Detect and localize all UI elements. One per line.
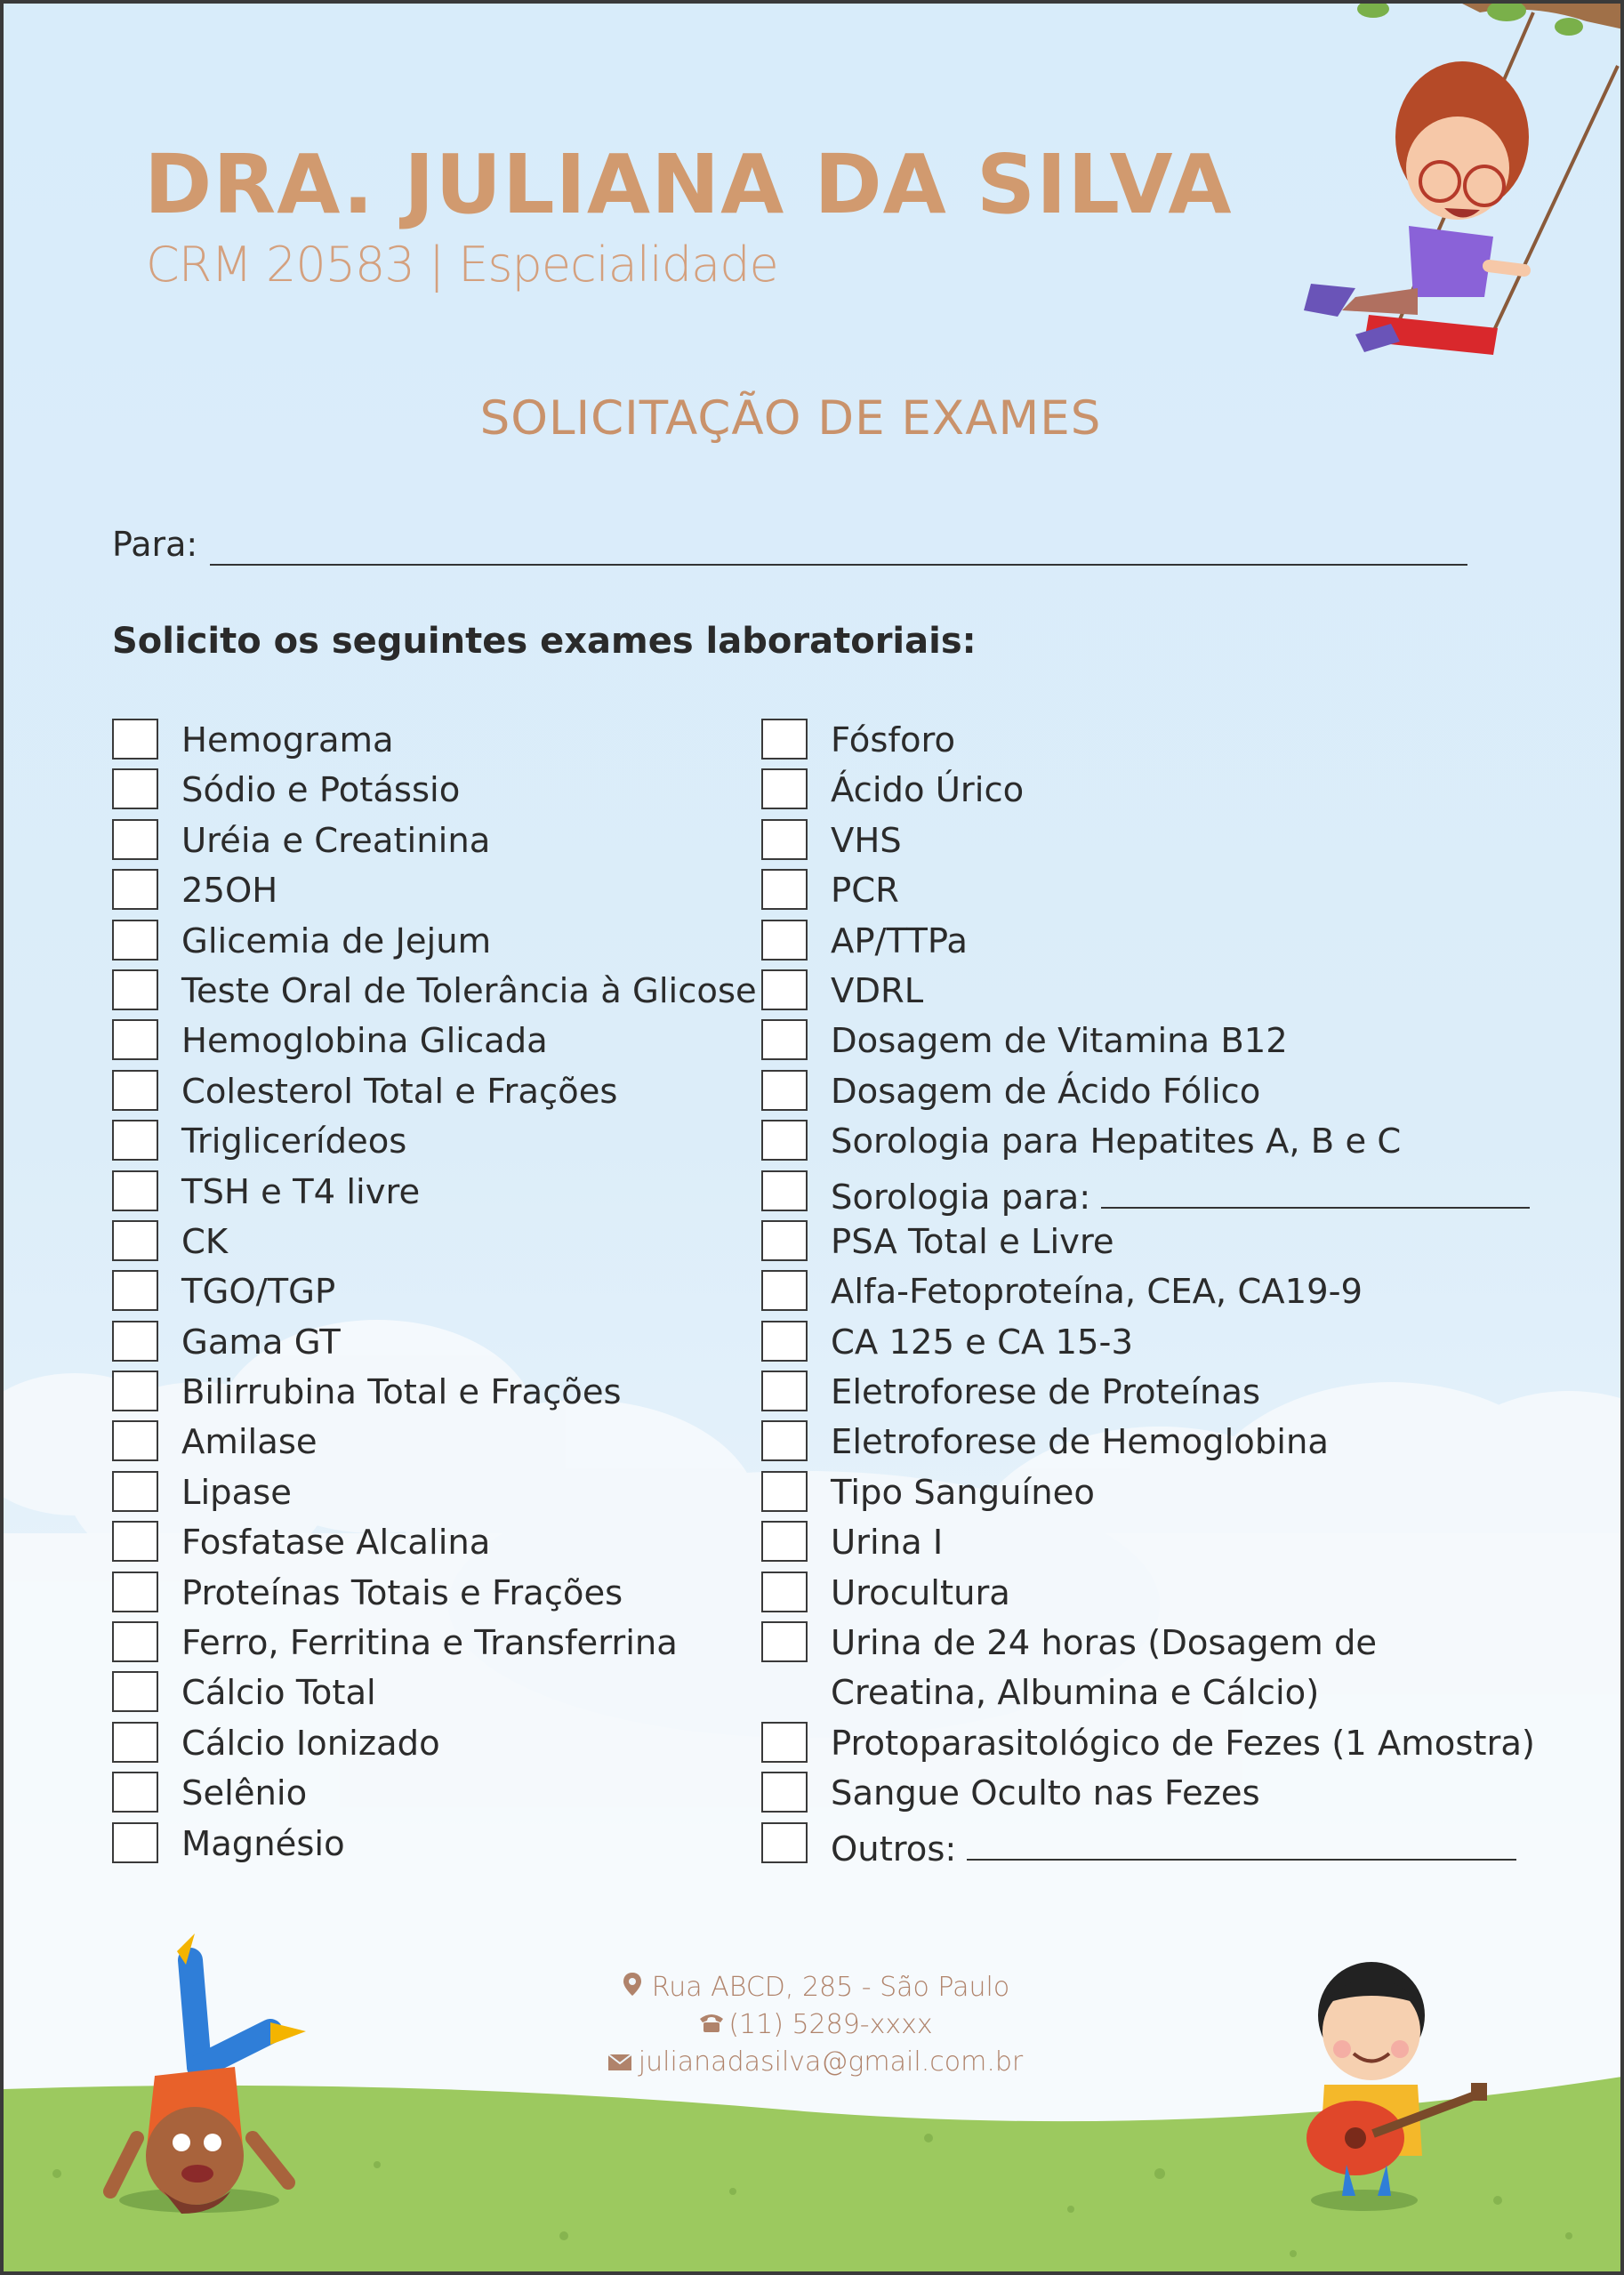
exam-label: VDRL: [831, 970, 924, 1011]
exam-checkbox[interactable]: [761, 1572, 808, 1612]
exam-checkbox[interactable]: [112, 1621, 158, 1662]
exam-label: Sangue Oculto nas Fezes: [831, 1773, 1260, 1814]
exam-label: Ferro, Ferritina e Transferrina: [181, 1623, 678, 1664]
exam-checkbox[interactable]: [112, 1270, 158, 1311]
exam-checkbox[interactable]: [112, 869, 158, 910]
exam-checkbox[interactable]: [761, 1471, 808, 1512]
exam-label: Ácido Úrico: [831, 770, 1025, 811]
phone-icon: [698, 2006, 720, 2044]
exam-label: Bilirrubina Total e Frações: [181, 1372, 622, 1413]
exam-checkbox[interactable]: [761, 1420, 808, 1461]
exam-checkbox[interactable]: [761, 768, 808, 809]
exam-label-row: [831, 1168, 1530, 1223]
email-line: [4, 2044, 1624, 2081]
exam-label: Protoparasitológico de Fezes (1 Amostra): [831, 1723, 1535, 1764]
exam-checkbox[interactable]: [112, 969, 158, 1010]
exam-checkbox[interactable]: [112, 1722, 158, 1763]
exam-checkbox[interactable]: [761, 1772, 808, 1813]
exam-label: Triglicerídeos: [181, 1121, 407, 1162]
exam-label: Alfa-Fetoproteína, CEA, CA19-9: [831, 1272, 1363, 1313]
address-line: [4, 1969, 1624, 2006]
exam-label: TSH e T4 livre: [181, 1171, 421, 1212]
exam-checkbox[interactable]: [112, 768, 158, 809]
exam-label: Urina de 24 horas (Dosagem de Creatina, Albumina e Cálcio): [831, 1623, 1378, 1714]
exam-checkbox[interactable]: [761, 869, 808, 910]
exam-checkbox[interactable]: [112, 719, 158, 760]
exam-label: Eletroforese de Hemoglobina: [831, 1422, 1329, 1463]
exam-label: Fosfatase Alcalina: [181, 1523, 491, 1564]
tree-branch: [1357, 4, 1624, 36]
exam-checkbox[interactable]: [761, 1722, 808, 1763]
exam-label: Sódio e Potássio: [181, 770, 461, 811]
exam-label-row: [831, 1820, 1516, 1875]
exam-label: VHS: [831, 820, 902, 861]
exam-label: Proteínas Totais e Frações: [181, 1572, 623, 1613]
exam-label: Cálcio Ionizado: [181, 1723, 440, 1764]
exam-label: Urina I: [831, 1523, 944, 1564]
exam-checkbox[interactable]: [761, 1170, 808, 1211]
exam-checkbox[interactable]: [761, 1521, 808, 1562]
exam-checkbox[interactable]: [761, 1120, 808, 1161]
exam-checkbox[interactable]: [112, 1070, 158, 1111]
exam-checkbox[interactable]: [112, 1521, 158, 1562]
exam-checkbox[interactable]: [761, 1321, 808, 1362]
exam-checkbox[interactable]: [112, 1321, 158, 1362]
exam-label: Teste Oral de Tolerância à Glicose: [181, 970, 757, 1011]
doctor-subtitle: CRM 20583 | Especialidade: [146, 237, 778, 293]
exam-label: Gama GT: [181, 1322, 341, 1363]
exam-label: Sorologia para:: [831, 1177, 1091, 1218]
exam-checkbox[interactable]: [112, 1019, 158, 1060]
exam-label: Dosagem de Vitamina B12: [831, 1021, 1288, 1062]
email-icon: [608, 2044, 630, 2081]
exam-label: Dosagem de Ácido Fólico: [831, 1071, 1261, 1112]
exam-checkbox[interactable]: [761, 969, 808, 1010]
exam-checkbox[interactable]: [761, 1220, 808, 1261]
exam-checkbox[interactable]: [112, 1471, 158, 1512]
exam-checkbox[interactable]: [112, 1772, 158, 1813]
para-input-line[interactable]: [210, 564, 1467, 566]
doctor-name: DRA. JULIANA DA SILVA: [144, 137, 1233, 232]
exam-label: AP/TTPa: [831, 920, 968, 961]
exam-label: Hemoglobina Glicada: [181, 1021, 548, 1062]
exam-label: 25OH: [181, 871, 278, 912]
exam-checkbox[interactable]: [112, 1371, 158, 1411]
exam-checkbox[interactable]: [761, 719, 808, 760]
exam-label: TGO/TGP: [181, 1272, 336, 1313]
exam-label: Glicemia de Jejum: [181, 920, 492, 961]
exam-label: Sorologia para Hepatites A, B e C: [831, 1121, 1402, 1162]
exam-label: Tipo Sanguíneo: [831, 1472, 1095, 1513]
exam-checkbox[interactable]: [761, 920, 808, 961]
para-label: Para:: [112, 525, 198, 564]
exam-label: Hemograma: [181, 720, 394, 760]
exam-label: Selênio: [181, 1773, 308, 1814]
document-title: SOLICITAÇÃO DE EXAMES: [479, 391, 1102, 446]
exam-checkbox[interactable]: [761, 1822, 808, 1863]
exam-checkbox[interactable]: [761, 819, 808, 860]
exam-label: Urocultura: [831, 1572, 1010, 1613]
exam-checkbox[interactable]: [112, 1120, 158, 1161]
exam-label: Amilase: [181, 1422, 318, 1463]
exam-checkbox[interactable]: [112, 1220, 158, 1261]
exam-label: Uréia e Creatinina: [181, 820, 491, 861]
exam-checkbox[interactable]: [112, 1822, 158, 1863]
outros-blank-line[interactable]: [967, 1820, 1516, 1861]
exam-label: Lipase: [181, 1472, 292, 1513]
exam-label: Colesterol Total e Frações: [181, 1071, 618, 1112]
girl-on-swing-illustration: [1304, 12, 1618, 355]
contact-footer: [4, 1969, 1624, 2081]
exam-label: CA 125 e CA 15-3: [831, 1322, 1133, 1363]
email-text[interactable]: julianadasilva@gmail.com.br: [638, 2046, 1024, 2078]
phone-text: (11) 5289-xxxx: [728, 2009, 933, 2040]
exam-label: PSA Total e Livre: [831, 1221, 1114, 1262]
intro-text: Solicito os seguintes exames laboratoriais:: [112, 621, 977, 662]
sorologia-blank-line[interactable]: [1101, 1168, 1530, 1209]
location-pin-icon: [622, 1969, 643, 2006]
exam-checkbox[interactable]: [761, 1270, 808, 1311]
exam-label: Outros:: [831, 1829, 957, 1869]
exam-checkbox[interactable]: [112, 1170, 158, 1211]
exam-label: CK: [181, 1221, 229, 1262]
exam-checkbox[interactable]: [112, 1420, 158, 1461]
phone-line: [4, 2006, 1624, 2044]
exam-checkbox[interactable]: [112, 819, 158, 860]
exam-checkbox[interactable]: [112, 1671, 158, 1712]
exam-label: Cálcio Total: [181, 1673, 376, 1714]
address-text: Rua ABCD, 285 - São Paulo: [651, 1972, 1010, 2003]
exam-label: PCR: [831, 871, 899, 912]
exam-label: Magnésio: [181, 1823, 345, 1864]
exam-checkbox[interactable]: [761, 1019, 808, 1060]
exam-checkbox[interactable]: [112, 1572, 158, 1612]
exam-label: Fósforo: [831, 720, 956, 760]
exam-checkbox[interactable]: [761, 1070, 808, 1111]
exam-checkbox[interactable]: [112, 920, 158, 961]
exam-label: Eletroforese de Proteínas: [831, 1372, 1261, 1413]
exam-checkbox[interactable]: [761, 1621, 808, 1662]
exam-checkbox[interactable]: [761, 1371, 808, 1411]
